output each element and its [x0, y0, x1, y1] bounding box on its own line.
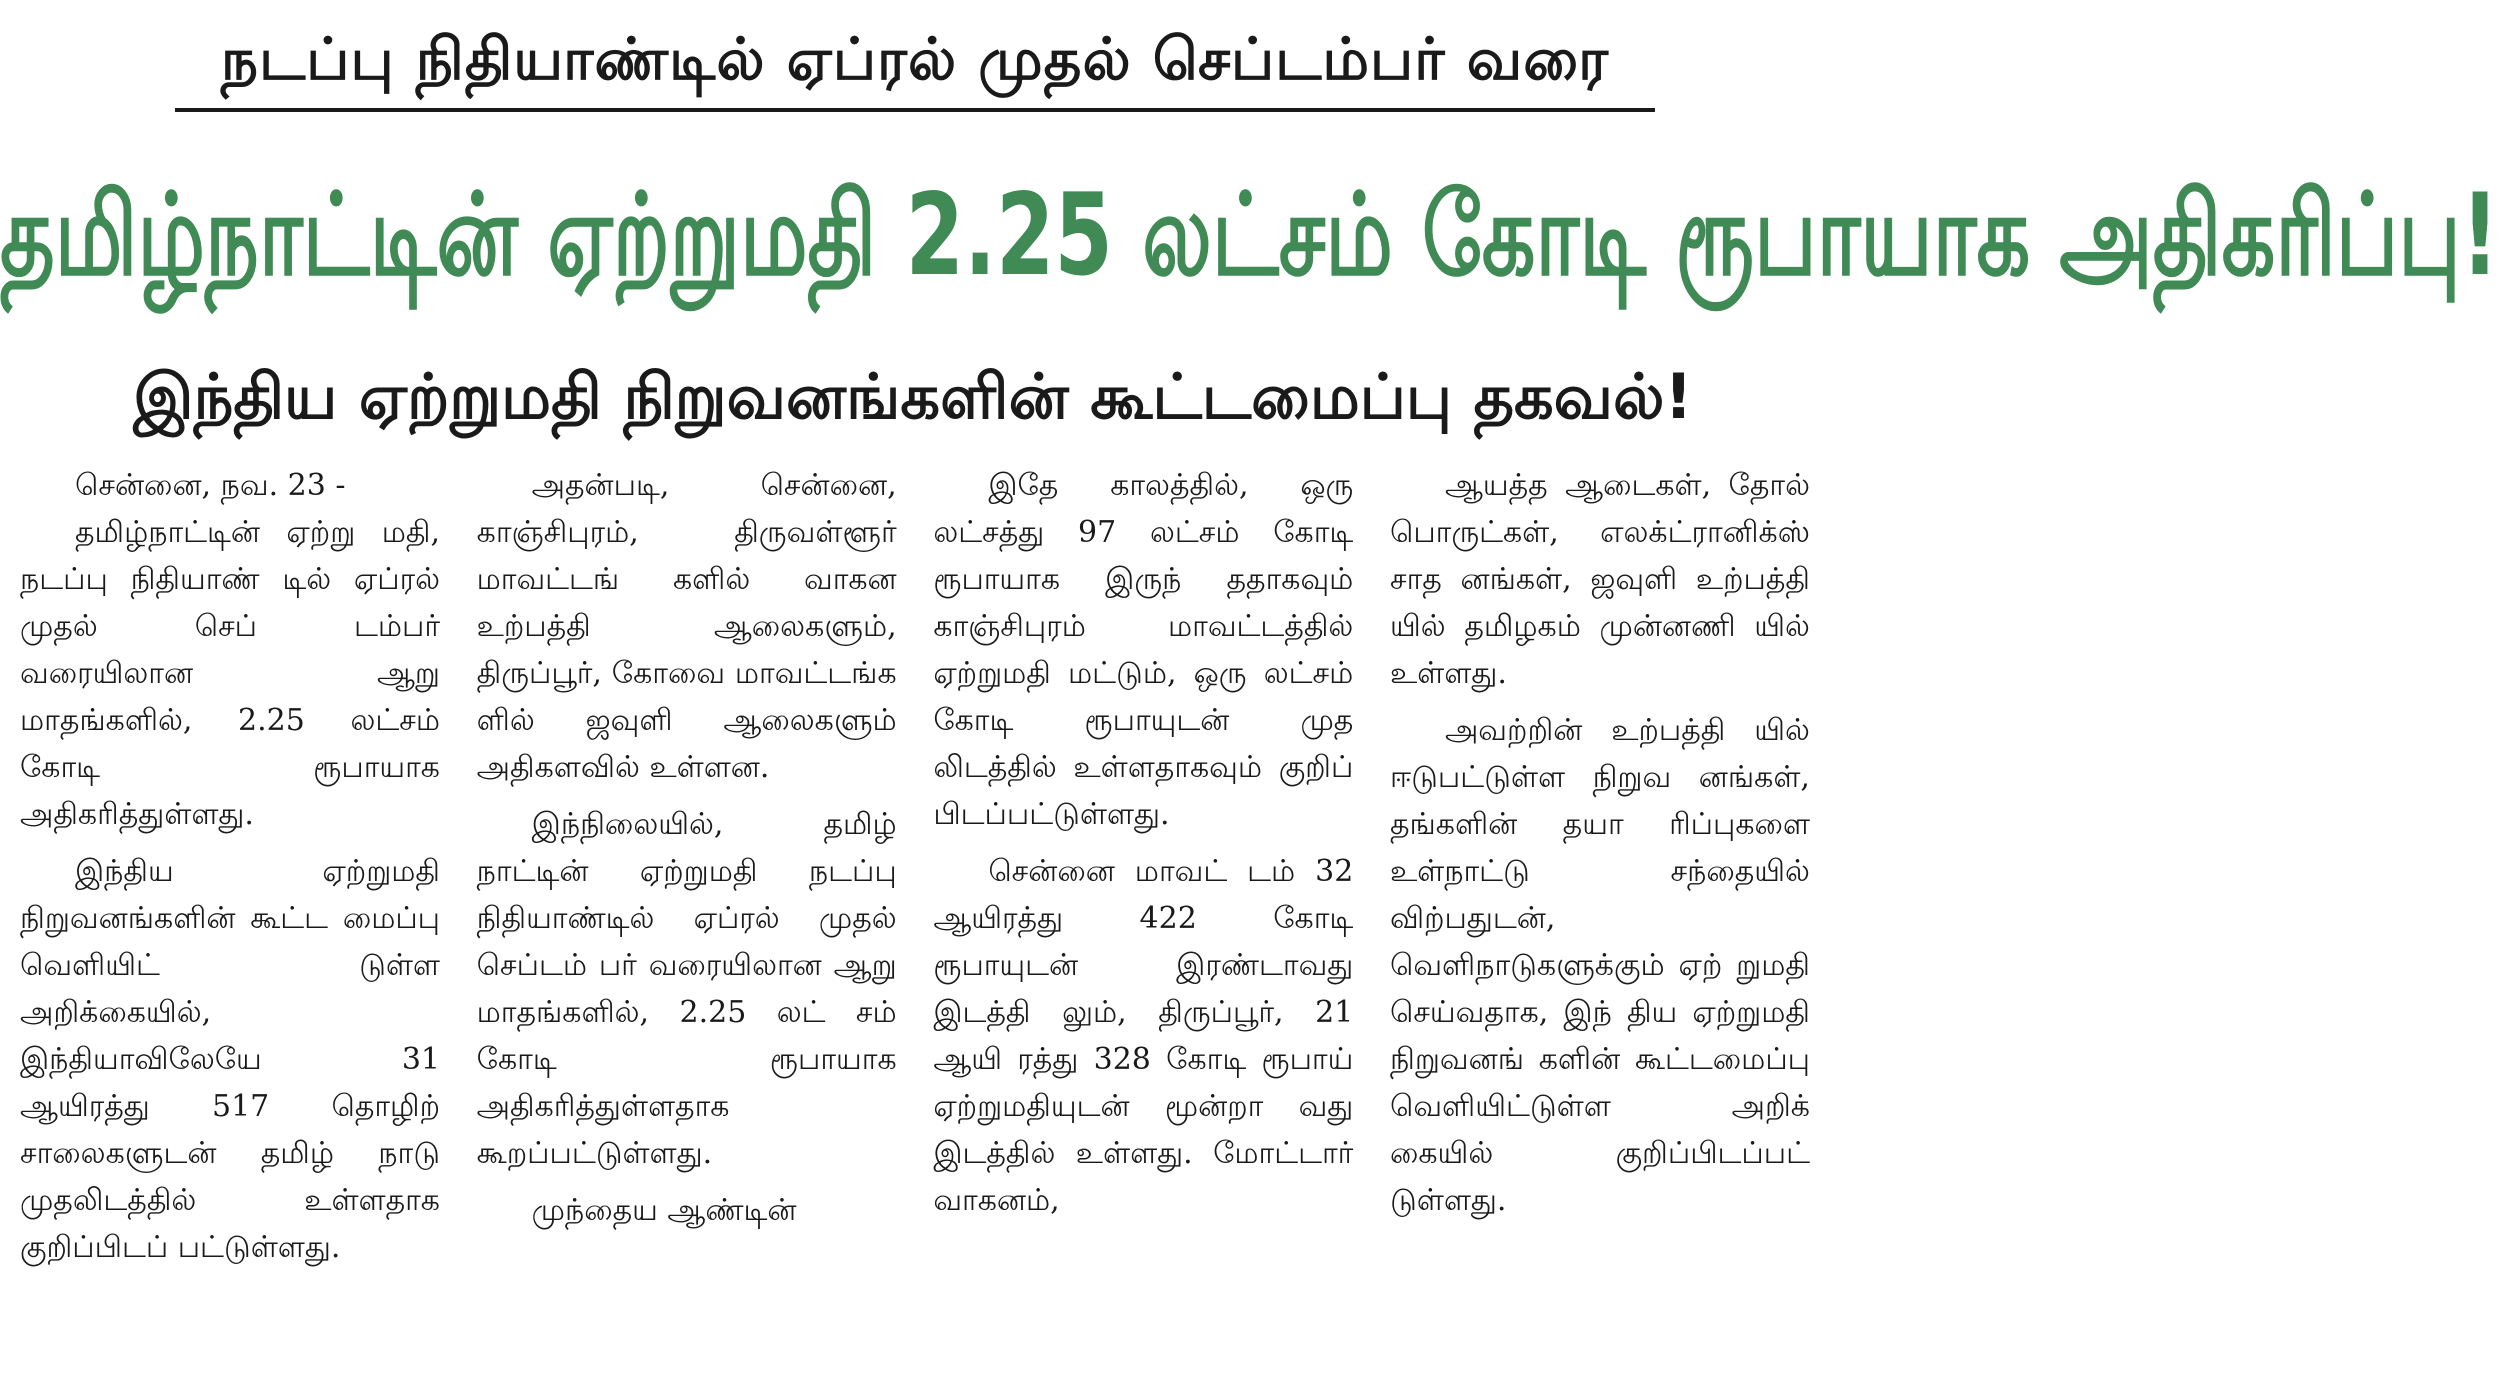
paragraph: முந்தைய ஆண்டின்: [531, 1193, 797, 1228]
main-headline: தமிழ்நாட்டின் ஏற்றுமதி 2.25 லட்சம் கோடி ரூபாயாக அதிகரிப்பு!: [0, 168, 2499, 302]
paragraph: இந்திய ஏற்றுமதி நிறுவனங்களின் கூட்ட மைப்பு வெளியிட் டுள்ள அறிக்கையில், இந்தியாவிலேயே 31 ஆயிரத்து 517 தொழிற் சாலைகளுடன் தமிழ் நாடு முதலிடத்தில் உள்ளதாக குறிப்பிடப் பட்டுள்ளது.: [20, 854, 440, 1265]
paragraph: இந்நிலையில், தமிழ் நாட்டின் ஏற்றுமதி நடப்பு நிதியாண்டில் ஏப்ரல் முதல் செப்டம் பர் வரையிலான ஆறு மாதங்களில், 2.25 லட் சம் கோடி ரூபாயாக அதிகரித்துள்ளதாக கூறப்பட்டுள்ளது.: [476, 807, 897, 1171]
sub-headline: இந்திய ஏற்றுமதி நிறுவனங்களின் கூட்டமைப்பு தகவல்!: [133, 360, 1693, 433]
article-column-3: [933, 462, 1353, 1387]
article-columns: [20, 462, 1810, 1387]
article-column-4: [1390, 462, 1810, 1387]
paragraph: அதன்படி, சென்னை, காஞ்சிபுரம், திருவள்ளூர் மாவட்டங் களில் வாகன உற்பத்தி ஆலைகளும், திருப்பூர், கோவை மாவட்டங்க ளில் ஜவுளி ஆலைகளும் அதிகளவில் உள்ளன.: [476, 468, 897, 785]
paragraph: ஆயத்த ஆடைகள், தோல் பொருட்கள், எலக்ட்ரானிக்ஸ் சாத னங்கள், ஜவுளி உற்பத்தி யில் தமிழகம் முன்னணி யில் உள்ளது.: [1389, 468, 1810, 691]
paragraph: சென்னை மாவட் டம் 32 ஆயிரத்து 422 கோடி ரூபாயுடன் இரண்டாவது இடத்தி லும், திருப்பூர், 21 ஆயி ரத்து 328 கோடி ரூபாய் ஏற்றுமதியுடன் மூன்றா வது இடத்தில் உள்ளது. மோட்டார் வாகனம்,: [933, 854, 1354, 1218]
dateline: சென்னை, நவ. 23 -: [75, 468, 346, 503]
kicker-headline: நடப்பு நிதியாண்டில் ஏப்ரல் முதல் செப்டம்பர் வரை: [220, 25, 1610, 93]
paragraph: இதே காலத்தில், ஒரு லட்சத்து 97 லட்சம் கோடி ரூபாயாக இருந் ததாகவும் காஞ்சிபுரம் மாவட்டத்தில் ஏற்றுமதி மட்டும், ஒரு லட்சம் கோடி ரூபாயுடன் முத லிடத்தில் உள்ளதாகவும் குறிப் பிடப்பட்டுள்ளது.: [933, 468, 1354, 832]
paragraph: தமிழ்நாட்டின் ஏற்று மதி, நடப்பு நிதியாண் டில் ஏப்ரல் முதல் செப் டம்பர் வரையிலான ஆறு மாதங்களில், 2.25 லட்சம் கோடி ரூபாயாக அதிகரித்துள்ளது.: [20, 515, 440, 832]
article-column-1: [20, 462, 440, 1387]
article-column-2: [477, 462, 897, 1387]
paragraph: அவற்றின் உற்பத்தி யில் ஈடுபட்டுள்ள நிறுவ னங்கள், தங்களின் தயா ரிப்புகளை உள்நாட்டு சந்தையில் விற்பதுடன், வெளிநாடுகளுக்கும் ஏற் றுமதி செய்வதாக, இந் திய ஏற்றுமதி நிறுவனங் களின் கூட்டமைப்பு வெளியிட்டுள்ள அறிக் கையில் குறிப்பிடப்பட் டுள்ளது.: [1389, 713, 1810, 1218]
